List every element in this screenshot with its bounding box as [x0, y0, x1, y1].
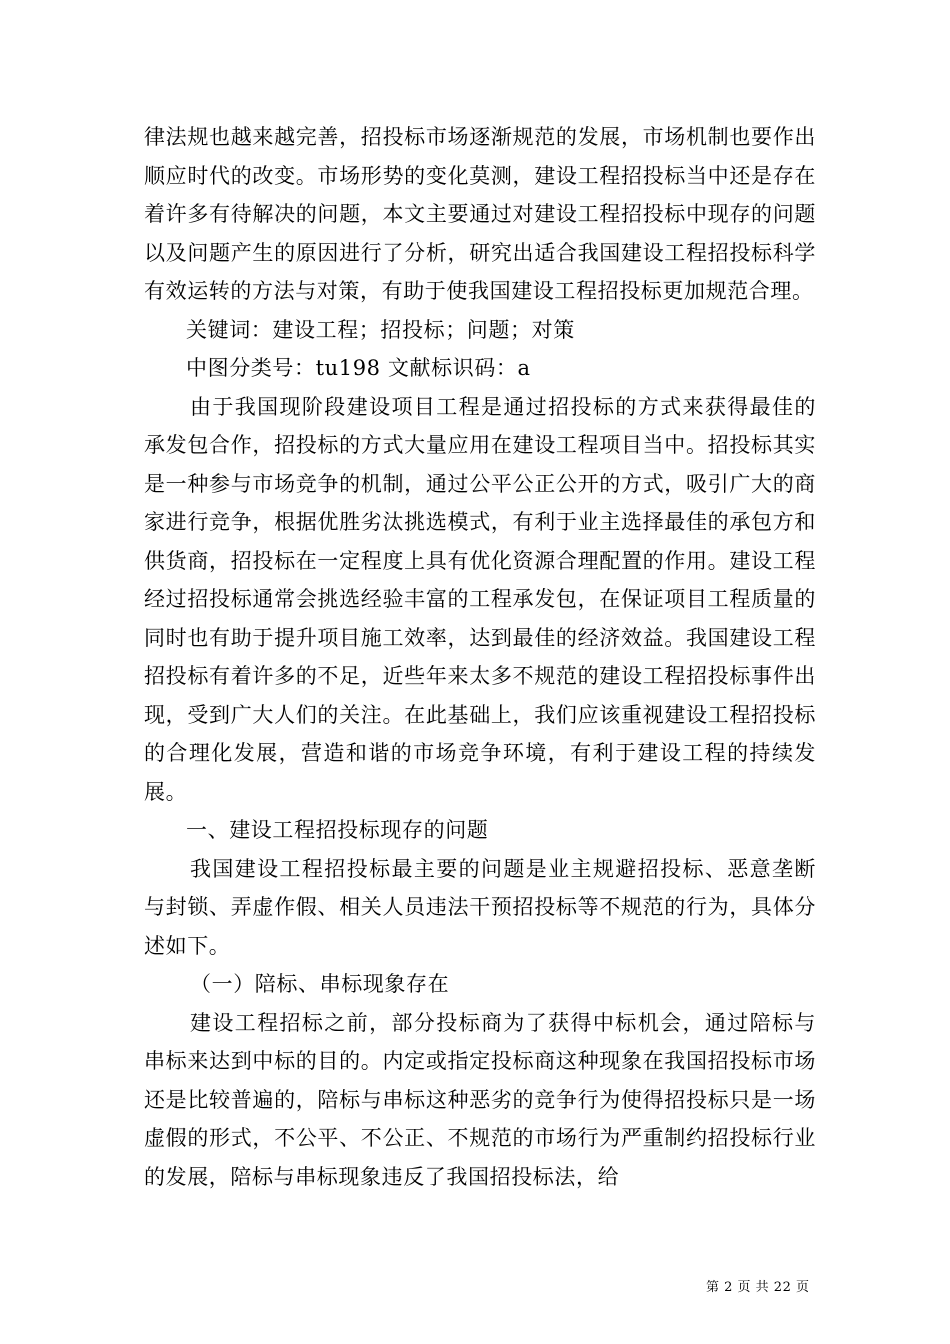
- document-body: [144, 118, 816, 1196]
- paragraph-subsection-1-1: 建设工程招标之前，部分投标商为了获得中标机会，通过陪标与串标来达到中标的目的。内定或指定投标商这种现象在我国招投标市场还是比较普遍的，陪标与串标这种恶劣的竞争行为使得招投标只是一场虚假的形式，不公平、不公正、不规范的市场行为严重制约招投标行业的发展，陪标与串标现象违反了我国招投标法，给: [144, 1010, 816, 1189]
- paragraph-section-1: 我国建设工程招投标最主要的问题是业主规避招投标、恶意垄断与封锁、弄虚作假、相关人员违法干预招投标等不规范的行为，具体分述如下。: [144, 856, 816, 958]
- subsection-heading-1-1: （一）陪标、串标现象存在: [190, 972, 450, 996]
- page-number-footer: 第 2 页 共 22 页: [706, 1280, 810, 1295]
- paragraph-introduction: 由于我国现阶段建设项目工程是通过招投标的方式来获得最佳的承发包合作，招投标的方式大量应用在建设工程项目当中。招投标其实是一种参与市场竞争的机制，通过公平公正公开的方式，吸引广大的商家进行竞争，根据优胜劣汰挑选模式，有利于业主选择最佳的承包方和供货商，招投标在一定程度上具有优化资源合理配置的作用。建设工程经过招投标通常会挑选经验丰富的工程承发包，在保证项目工程质量的同时也有助于提升项目施工效率，达到最佳的经济效益。我国建设工程招投标有着许多的不足，近些年来太多不规范的建设工程招投标事件出现，受到广大人们的关注。在此基础上，我们应该重视建设工程招投标的合理化发展，营造和谐的市场竞争环境，有利于建设工程的持续发展。: [144, 394, 816, 804]
- paragraph-abstract-continuation: 律法规也越来越完善，招投标市场逐渐规范的发展，市场机制也要作出顺应时代的改变。市场形势的变化莫测，建设工程招投标当中还是存在着许多有待解决的问题，本文主要通过对建设工程招投标中现存的问题以及问题产生的原因进行了分析，研究出适合我国建设工程招投标科学有效运转的方法与对策，有助于使我国建设工程招投标更加规范合理。: [144, 125, 816, 303]
- classification-line: 中图分类号：tu198 文献标识码：a: [186, 356, 531, 380]
- keywords-line: 关键词：建设工程；招投标；问题；对策: [186, 317, 575, 342]
- section-heading-1: 一、建设工程招投标现存的问题: [186, 818, 489, 842]
